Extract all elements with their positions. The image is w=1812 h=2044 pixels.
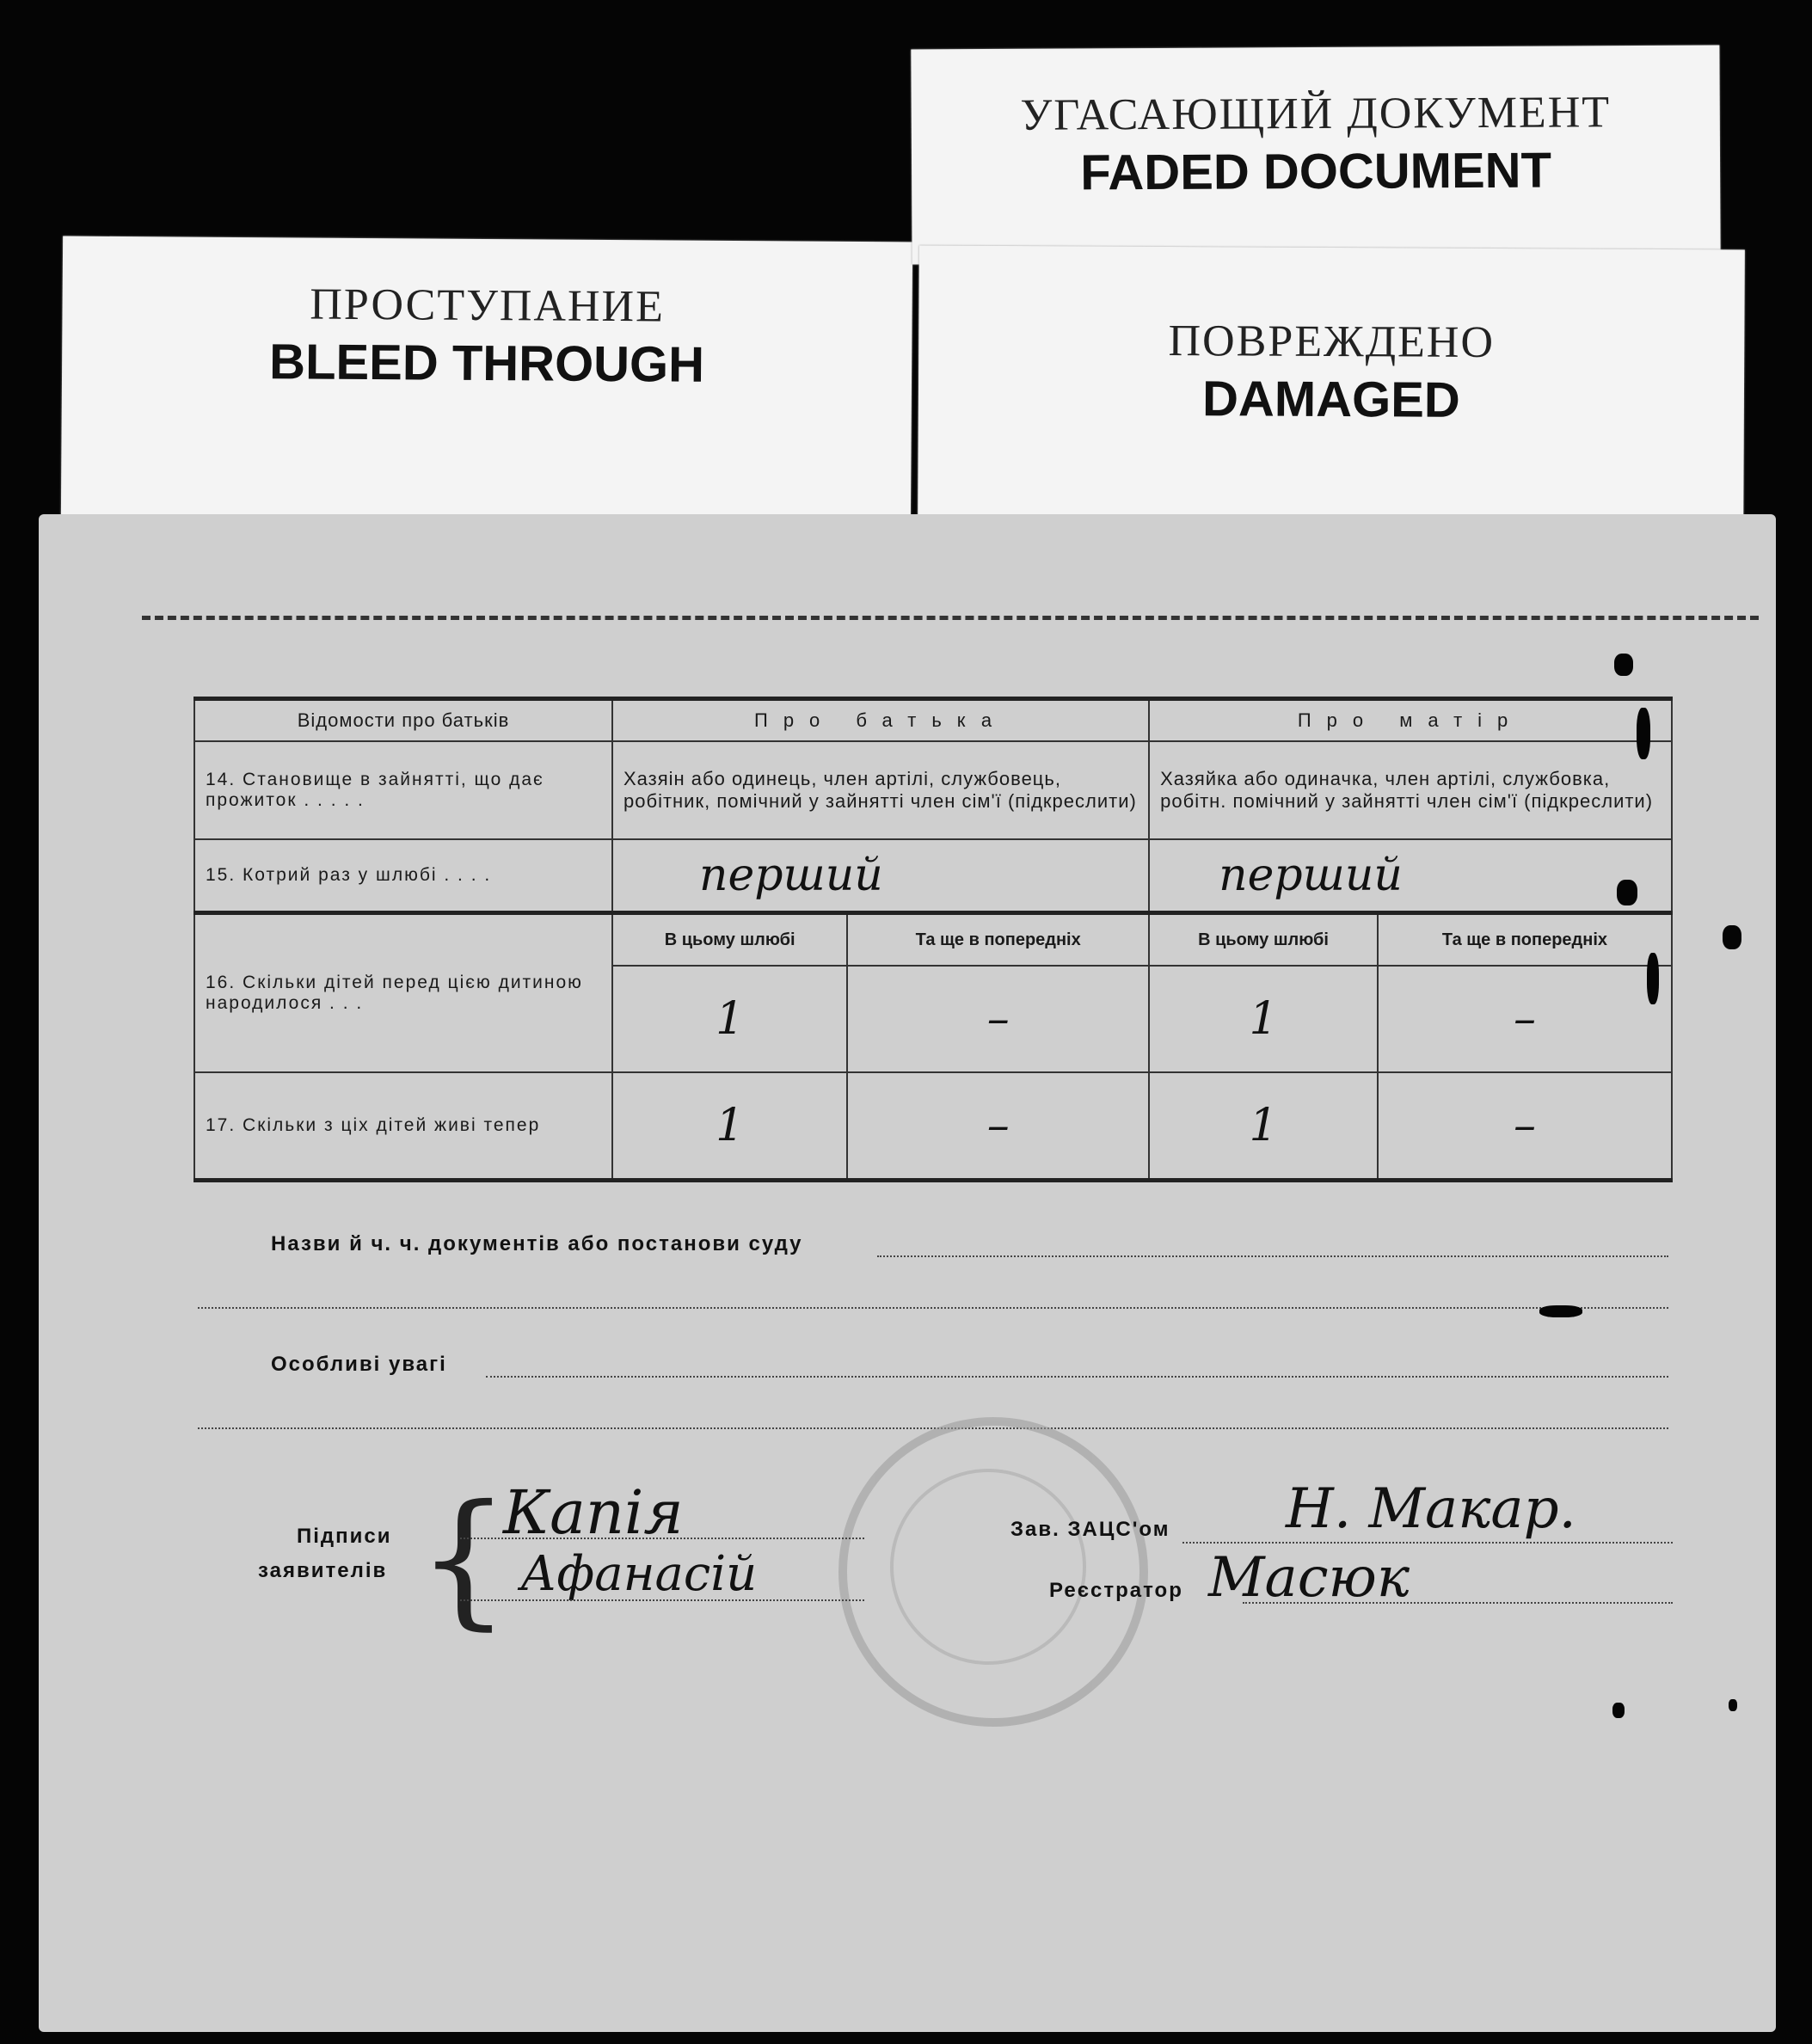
damage-hole <box>1729 1699 1737 1711</box>
table-row-17 <box>194 1072 1672 1181</box>
head-line <box>1182 1542 1673 1544</box>
header-mother: Про матір <box>1149 699 1672 742</box>
head-signature: Н. Макар. <box>1286 1477 1576 1541</box>
remarks-field-line <box>486 1376 1668 1378</box>
row16-father-previous: – <box>847 966 1149 1072</box>
perforation-line <box>142 616 1759 620</box>
row16-mother-this: 1 <box>1149 966 1378 1072</box>
bleed-through-en: BLEED THROUGH <box>268 334 705 393</box>
remarks-field-label: Особливі увагі <box>271 1353 447 1376</box>
subheader-father-this: В цьому шлюбі <box>612 913 847 967</box>
row17-father-previous: – <box>847 1072 1149 1181</box>
document-page <box>39 514 1776 2032</box>
applicants-label-1: Підписи <box>297 1525 392 1548</box>
row17-label: 17. Скільки з ціх дітей живі тепер <box>194 1072 612 1181</box>
row15-label: 15. Котрий раз у шлюбі . . . . <box>194 839 612 913</box>
official-stamp <box>838 1417 1148 1727</box>
row17-mother-previous: – <box>1378 1072 1672 1181</box>
header-parents-info: Відомости про батьків <box>194 699 612 742</box>
row14-label: 14. Становище в зайнятті, що дає прожиток . . . . . <box>194 741 612 839</box>
damaged-ru: ПОВРЕЖДЕНО <box>1168 316 1496 367</box>
row17-father-this: 1 <box>612 1072 847 1181</box>
bleed-through-ru: ПРОСТУПАНИЕ <box>310 279 666 332</box>
applicant2-signature: Афанасій <box>520 1546 758 1602</box>
table-header-row <box>194 699 1672 742</box>
subheader-father-previous: Та ще в попередніх <box>847 913 1149 967</box>
row16-mother-previous: – <box>1378 966 1672 1072</box>
registrar-line <box>1243 1602 1673 1604</box>
subheader-mother-previous: Та ще в попередніх <box>1378 913 1672 967</box>
bleed-through-label-card <box>61 236 912 526</box>
damage-hole <box>1612 1703 1625 1718</box>
registrar-signature: Масюк <box>1208 1546 1410 1610</box>
damage-hole <box>1617 880 1637 905</box>
faded-document-label-card <box>911 46 1720 265</box>
parents-info-table <box>193 697 1673 1182</box>
row15-mother-handwritten: перший <box>1149 839 1672 913</box>
damage-hole <box>1723 925 1741 949</box>
damaged-en: DAMAGED <box>1201 371 1460 428</box>
row16-father-this: 1 <box>612 966 847 1072</box>
damage-hole <box>1614 654 1633 676</box>
row14-father: Хазяін або одинець, член артілі, службовець, робітник, помічний у зайнятті член сім'ї (підкреслити) <box>612 741 1149 839</box>
table-row-15 <box>194 839 1672 913</box>
applicant1-line <box>460 1538 864 1539</box>
table-row-14 <box>194 741 1672 839</box>
documents-field-label: Назви й ч. ч. документів або постанови суду <box>271 1232 803 1255</box>
row15-father-handwritten: перший <box>612 839 1149 913</box>
faded-document-ru: УГАСАЮЩИЙ ДОКУМЕНТ <box>1020 88 1612 140</box>
registrar-label: Реєстратор <box>1049 1579 1183 1602</box>
head-label: Зав. ЗАЦС'ом <box>1010 1518 1170 1541</box>
documents-field-line <box>877 1255 1668 1257</box>
applicant1-signature: Капія <box>503 1477 684 1548</box>
row16-label: 16. Скільки дітей перед цією дитиною народилося . . . <box>194 913 612 1073</box>
damage-hole <box>1647 953 1659 1004</box>
applicants-label-2: заявителів <box>258 1559 388 1582</box>
damaged-label-card <box>918 245 1745 533</box>
damage-hole <box>1637 708 1650 759</box>
applicant2-line <box>460 1599 864 1601</box>
row14-mother: Хазяйка або одиначка, член артілі, службовка, робітн. помічний у зайнятті член сім'ї (підкреслити) <box>1149 741 1672 839</box>
documents-field-line-2 <box>198 1307 1668 1309</box>
header-father: Про батька <box>612 699 1149 742</box>
faded-document-en: FADED DOCUMENT <box>1080 142 1552 201</box>
applicants-brace: { <box>417 1474 511 1644</box>
damage-hole <box>1539 1305 1582 1317</box>
row17-mother-this: 1 <box>1149 1072 1378 1181</box>
subheader-mother-this: В цьому шлюбі <box>1149 913 1378 967</box>
table-subheader-row <box>194 913 1672 967</box>
